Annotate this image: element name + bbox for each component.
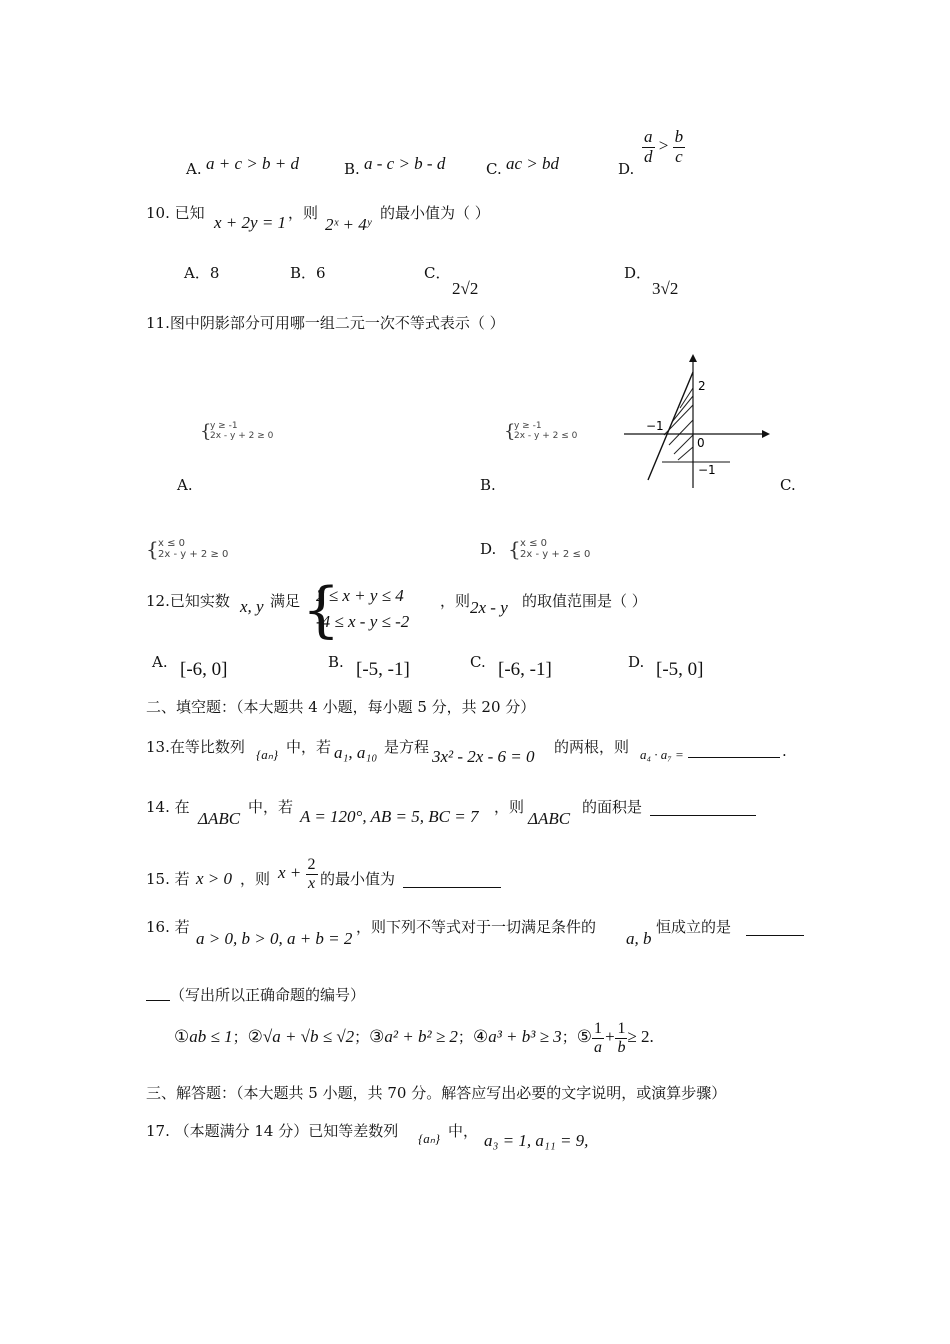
q12-option-a-value: [-6, 0] <box>180 659 228 680</box>
q11-option-a-label: A. <box>177 476 193 494</box>
q14-answer-blank[interactable] <box>650 800 756 816</box>
q13-p2: 中，若 <box>286 738 332 756</box>
q16-sep-1: ； <box>232 1030 248 1046</box>
q17-seq: {aₙ} <box>418 1131 441 1146</box>
q15-expr-pre: x + <box>278 863 302 882</box>
q11-label-origin: 0 <box>697 436 705 450</box>
q11-stem: 11.图中阴影部分可用哪一组二元一次不等式表示（ ） <box>146 314 505 332</box>
q11-c-ineq-1: x ≤ 0 <box>158 538 186 549</box>
q12-sys-line-2: -4 ≤ x - y ≤ -2 <box>316 611 410 631</box>
q12-sys-line-1: 2 ≤ x + y ≤ 4 <box>316 586 404 605</box>
q14-condition: A = 120°, AB = 5, BC = 7 <box>300 807 479 826</box>
q16-answer-blank-2[interactable] <box>146 985 170 1001</box>
q14-p4: 的面积是 <box>582 798 643 816</box>
q11-a-ineq-2: 2x - y + 2 ≥ 0 <box>210 430 274 441</box>
q15-answer-blank[interactable] <box>403 872 501 888</box>
q9-d-op: > <box>658 136 669 156</box>
q12-option-d-value: [-5, 0] <box>656 659 704 680</box>
q10-number: 10. 已知 <box>146 204 205 222</box>
q15-denominator: x <box>307 874 316 892</box>
q16-opt1-marker: ① <box>174 1027 190 1046</box>
q12-option-b-value: [-5, -1] <box>356 659 410 680</box>
q10-tail: 的最小值为（ ） <box>380 204 490 222</box>
q9-option-c-label: C. <box>486 160 502 178</box>
q16-opt4-marker: ④ <box>472 1027 489 1046</box>
q9-option-a-label: A. <box>186 160 202 178</box>
q9-d-num2: b <box>674 127 684 146</box>
q16-sep-4: ； <box>561 1030 577 1046</box>
q16-p1: 16. 若 <box>146 918 190 936</box>
q13-end: . <box>782 742 787 760</box>
q13-product: a₄ · a₇ = <box>640 747 684 762</box>
q13-answer-blank[interactable] <box>688 742 780 758</box>
q11-label-2: 2 <box>698 379 706 393</box>
q13-roots: a₁, a₁₀ <box>334 743 378 762</box>
q11-option-c-system: { x ≤ 0 2x - y + 2 ≥ 0 <box>146 537 229 561</box>
q16-opt5-den-2: b <box>617 1038 626 1056</box>
q16-opt2-marker: ② <box>247 1027 263 1046</box>
q10-option-d-value: 3√2 <box>652 279 679 298</box>
q12-option-d-label: D. <box>628 653 645 671</box>
q16-line-2: （写出所以正确命题的编号） <box>170 986 366 1004</box>
q9-option-b-label: B. <box>344 160 360 178</box>
q11-option-d-system: { x ≤ 0 2x - y + 2 ≤ 0 <box>508 537 591 561</box>
q12-stem-2: 满足 <box>270 592 301 610</box>
q10-option-b: B．6 <box>290 264 326 282</box>
q12-stem-1: 12.已知实数 <box>146 592 230 610</box>
q11-option-d-label: D. <box>480 540 497 558</box>
q9-d-den1: d <box>644 146 653 166</box>
q12-option-c-value: [-6, -1] <box>498 659 552 680</box>
q9-option-d-math <box>642 128 685 166</box>
q9-option-d-label: D. <box>618 160 635 178</box>
q15-p3: 的最小值为 <box>320 870 396 888</box>
q11-b-ineq-1: y ≥ -1 <box>514 421 542 431</box>
q13-p4: 的两根，则 <box>554 738 630 756</box>
q16-opt5-num-2: 1 <box>617 1020 626 1037</box>
q11-d-ineq-2: 2x - y + 2 ≤ 0 <box>520 549 591 560</box>
q10-option-c-label: C． <box>424 264 451 282</box>
q9-option-c-math: ac > bd <box>506 154 560 173</box>
q11-c-ineq-2: 2x - y + 2 ≥ 0 <box>158 549 229 560</box>
section-2-heading: 二、填空题：（本大题共 4 小题，每小题 5 分，共 20 分） <box>146 698 536 716</box>
q12-vars: x, y <box>240 597 264 616</box>
q14-triangle-2: ΔABC <box>528 809 571 828</box>
q10-expression: 2ˣ + 4ʸ <box>325 215 372 234</box>
q16-options: ①ab ≤ 1；②√a + √b ≤ √2；③a² + b² ≥ 2；④a³ + b³ ≥ 3；⑤ $\frac{1}{a}$ + $\frac{1}{b}$ ≥ 2. <box>174 1020 654 1056</box>
q10-option-a: A．8 <box>184 264 220 282</box>
q16-p3: 恒成立的是 <box>656 918 732 936</box>
q14-p2: 中，若 <box>248 798 294 816</box>
q11-option-a-system: { y ≥ -1 2x - y + 2 ≥ 0 <box>200 421 274 442</box>
q11-a-ineq-1: y ≥ -1 <box>210 421 238 431</box>
q16-opt1-math: ab ≤ 1 <box>189 1027 233 1046</box>
q16-opt3-marker: ③ <box>369 1027 385 1046</box>
q11-graph <box>622 350 772 490</box>
q16-condition: a > 0, b > 0, a + b = 2 <box>196 929 353 948</box>
q16-answer-blank-1[interactable] <box>746 920 804 936</box>
q10-condition: x + 2y = 1 <box>214 213 287 232</box>
q14-p3: ，则 <box>494 798 525 816</box>
q13-seq: {aₙ} <box>256 747 279 762</box>
q15-p1: 15. 若 <box>146 870 190 888</box>
q16-opt4-math: a³ + b³ ≥ 3 <box>488 1027 562 1046</box>
q17-p2: 中， <box>448 1122 479 1140</box>
q10-option-d-label: D． <box>624 264 652 282</box>
q12-system <box>316 583 409 634</box>
q15-condition: x > 0 <box>196 869 233 888</box>
q10-mid: ，则 <box>288 204 319 222</box>
q12-option-a-label: A. <box>152 653 168 671</box>
q11-option-c-label: C. <box>780 476 796 494</box>
q16-opt5-den-1: a <box>593 1038 602 1056</box>
q9-d-den2: c <box>675 146 683 166</box>
q12-brace: { <box>302 575 341 645</box>
q15-p2: ，则 <box>240 870 271 888</box>
q12-stem-4: 的取值范围是（ ） <box>522 592 647 610</box>
q12-stem-3: ，则 <box>440 592 471 610</box>
q13-p3: 是方程 <box>384 738 430 756</box>
q13-p1: 13.在等比数列 <box>146 738 245 756</box>
q14-p1: 14. 在 <box>146 798 190 816</box>
section-3-heading: 三、解答题：（本大题共 5 小题，共 70 分。解答应写出必要的文字说明，或演算步骤） <box>146 1084 727 1102</box>
q13-equation: 3x² - 2x - 6 = 0 <box>432 747 535 766</box>
q16-vars: a, b <box>626 929 652 948</box>
q12-option-c-label: C. <box>470 653 486 671</box>
q11-b-ineq-2: 2x - y + 2 ≤ 0 <box>514 430 578 441</box>
q14-triangle: ΔABC <box>198 809 241 828</box>
q16-sep-2: ； <box>354 1030 370 1046</box>
q17-p1: 17. （本题满分 14 分）已知等差数列 <box>146 1122 399 1140</box>
q9-option-a-math: a + c > b + d <box>206 154 299 173</box>
q16-p2: ，则下列不等式对于一切满足条件的 <box>356 918 597 936</box>
q15-numerator: 2 <box>307 856 316 873</box>
q12-option-b-label: B. <box>328 653 344 671</box>
q15-expression <box>278 856 318 892</box>
q11-d-ineq-1: x ≤ 0 <box>520 538 548 549</box>
q11-label-neg1-y: −1 <box>698 463 716 477</box>
q16-opt5-marker: ⑤ <box>576 1027 592 1046</box>
q12-expression: 2x - y <box>470 598 508 617</box>
q9-d-num1: a <box>644 127 653 146</box>
q16-opt5-tail: ≥ 2 <box>627 1027 650 1046</box>
q10-option-c-value: 2√2 <box>452 279 479 298</box>
q17-condition: a₃ = 1, a₁₁ = 9, <box>484 1131 589 1150</box>
q16-opt2-math: √a + √b ≤ √2 <box>262 1027 355 1046</box>
q16-opt3-math: a² + b² ≥ 2 <box>384 1027 458 1046</box>
q9-option-b-math: a - c > b - d <box>364 154 446 173</box>
q16-sep-3: ； <box>457 1030 473 1046</box>
q11-option-b-system: { y ≥ -1 2x - y + 2 ≤ 0 <box>504 421 578 442</box>
q11-option-b-label: B. <box>480 476 496 494</box>
q16-opt5-num-1: 1 <box>593 1020 602 1037</box>
q11-label-neg1-x: −1 <box>646 419 664 433</box>
q16-end: . <box>649 1027 654 1046</box>
